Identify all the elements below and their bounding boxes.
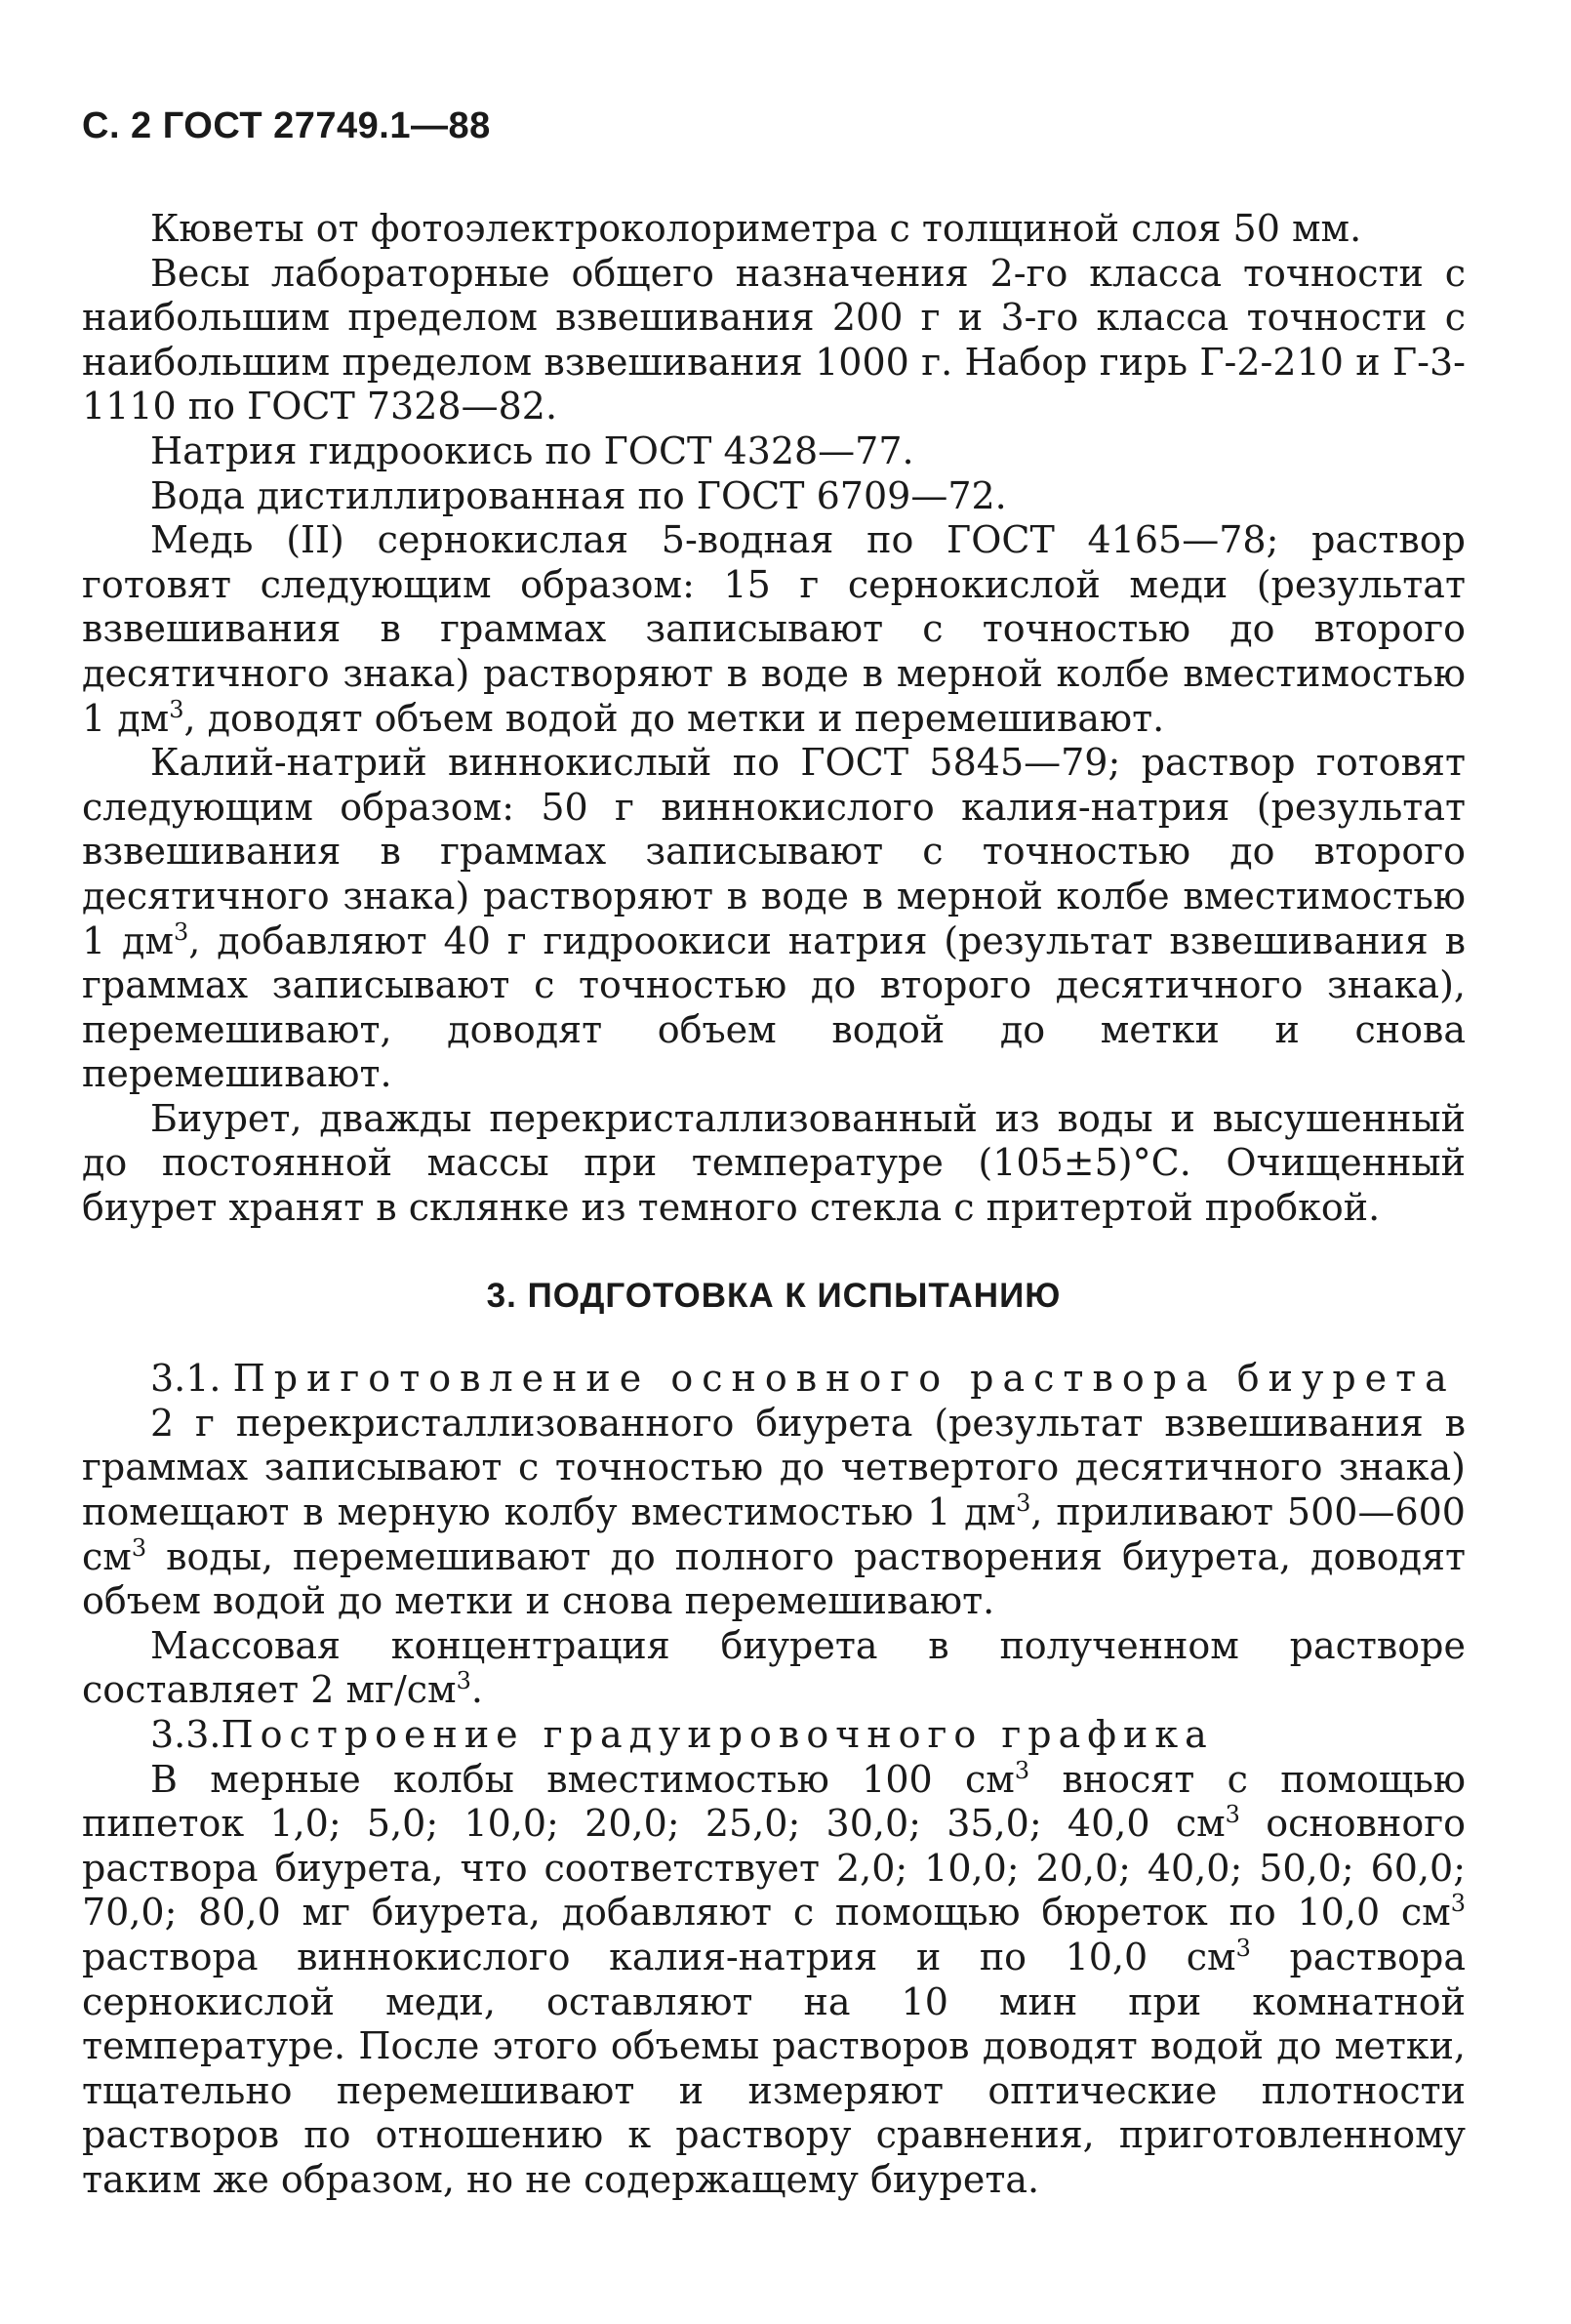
copper-sulfate-text-1: Медь (II) сернокислая 5-водная по ГОСТ 4165—78; раствор готовят следующим образом: 15 г сернокислой меди (результат взвешивания в граммах записывают с точностью до второго десятичного знака) растворяют в воде в мерной колбе вместимостью 1 дм — [82, 518, 1466, 740]
subsection-3-1-paragraph-2 — [82, 1624, 1466, 1713]
s31-p1-sup-1: 3 — [1016, 1489, 1031, 1518]
document-body — [82, 207, 1466, 2203]
s33-p1-text-2: вносят с помощью пипеток 1,0; 5,0; 10,0; 20,0; 25,0; 30,0; 35,0; 40,0 см — [82, 1757, 1467, 1846]
section-3-title: 3. ПОДГОТОВКА К ИСПЫТАНИЮ — [486, 1276, 1062, 1315]
apparatus-cuvettes: Кюветы от фотоэлектроколориметра с толщиной слоя 50 мм. — [150, 207, 1362, 250]
tartrate-text-1: Калий-натрий виннокислый по ГОСТ 5845—79; раствор готовят следующим образом: 50 г виннокислого калия-натрия (результат взвешивания в граммах записывают с точностью до второго десятичного знака) растворяют в воде в мерной колбе вместимостью 1 дм — [82, 741, 1466, 962]
apparatus-scales: Весы лабораторные общего назначения 2-го класса точности с наибольшим пределом взвешивания 200 г и 3-го класса точности с наибольшим пределом взвешивания 1000 г. Набор гирь Г-2-210 и Г-3-1110 по ГОСТ 7328—82. — [82, 251, 1466, 428]
s33-p1-sup-3: 3 — [1450, 1890, 1466, 1918]
s33-p1-text-1: В мерные колбы вместимостью 100 см — [150, 1757, 1015, 1801]
subsection-3-3-number: 3.3. — [150, 1713, 222, 1756]
copper-sulfate-text-2: , доводят объем водой до метки и перемешивают. — [183, 696, 1165, 740]
s33-p1-text-3: основного раствора биурета, что соответствует 2,0; 10,0; 20,0; 40,0; 50,0; 60,0; 70,0; 80,0 мг биурета, добавляют с помощью бюреток по 10,0 см — [82, 1802, 1466, 1935]
s33-p1-sup-2: 3 — [1225, 1801, 1240, 1829]
reagent-sodium-hydroxide: Натрия гидроокись по ГОСТ 4328—77. — [150, 428, 914, 472]
page-header: С. 2 ГОСТ 27749.1—88 — [82, 105, 491, 146]
s31-p1-text-3: воды, перемешивают до полного растворения биурета, доводят объем водой до метки и снова перемешивают. — [82, 1534, 1466, 1623]
reagent-potassium-sodium-tartrate — [82, 741, 1466, 1097]
s33-p1-sup-1: 3 — [1014, 1756, 1030, 1784]
subsection-3-1-paragraph-1 — [82, 1402, 1466, 1624]
s31-p1-text-1: 2 г перекристаллизованного биурета (результат взвешивания в граммах записывают с точностью до четвертого десятичного знака) помещают в мерную колбу вместимостью 1 дм — [82, 1401, 1466, 1534]
subsection-3-3-heading — [82, 1713, 1466, 1758]
reagent-distilled-water: Вода дистиллированная по ГОСТ 6709—72. — [150, 473, 1007, 517]
tartrate-text-2: , добавляют 40 г гидроокиси натрия (результат взвешивания в граммах записывают с точностью до второго десятичного знака), перемешивают, доводят объем водой до метки и снова перемешивают. — [82, 918, 1466, 1096]
s31-p1-text-2: , приливают 500—600 см — [82, 1490, 1466, 1578]
s31-p1-sup-2: 3 — [131, 1533, 147, 1562]
copper-sulfate-sup: 3 — [169, 695, 184, 723]
s33-p1-text-5: раствора сернокислой меди, оставляют на 10 мин при комнатной температуре. После этого объемы растворов доводят водой до метки, тщательно перемешивают и измеряют оптические плотности растворов по отношению к раствору сравнения, приготовленному таким же образом, но не содержащему биурета. — [82, 1935, 1466, 2201]
s33-p1-text-4: раствора виннокислого калия-натрия и по 10,0 см — [82, 1935, 1236, 1978]
reagent-copper-sulfate — [82, 518, 1466, 741]
s31-p2-text-1: Массовая концентрация биурета в полученном растворе составляет 2 мг/см — [82, 1623, 1466, 1712]
subsection-3-3-paragraph-1 — [82, 1758, 1466, 2203]
document-page — [82, 0, 1466, 2324]
subsection-3-1-number: 3.1. — [150, 1357, 222, 1401]
s31-p2-sup: 3 — [456, 1667, 471, 1695]
s33-p1-sup-4: 3 — [1235, 1934, 1251, 1962]
subsection-3-1-title: Приготовление основного раствора биурета — [232, 1357, 1456, 1401]
s31-p2-text-2: . — [470, 1668, 483, 1712]
tartrate-sup: 3 — [174, 917, 189, 946]
subsection-3-3-title: Построение градуировочного графика — [221, 1713, 1214, 1756]
subsection-3-1-heading — [82, 1357, 1466, 1402]
reagent-biuret: Биурет, дважды перекристаллизованный из воды и высушенный до постоянной массы при температуре (105±5)°С. Очищенный биурет хранят в склянке из темного стекла с притертой пробкой. — [82, 1096, 1466, 1230]
